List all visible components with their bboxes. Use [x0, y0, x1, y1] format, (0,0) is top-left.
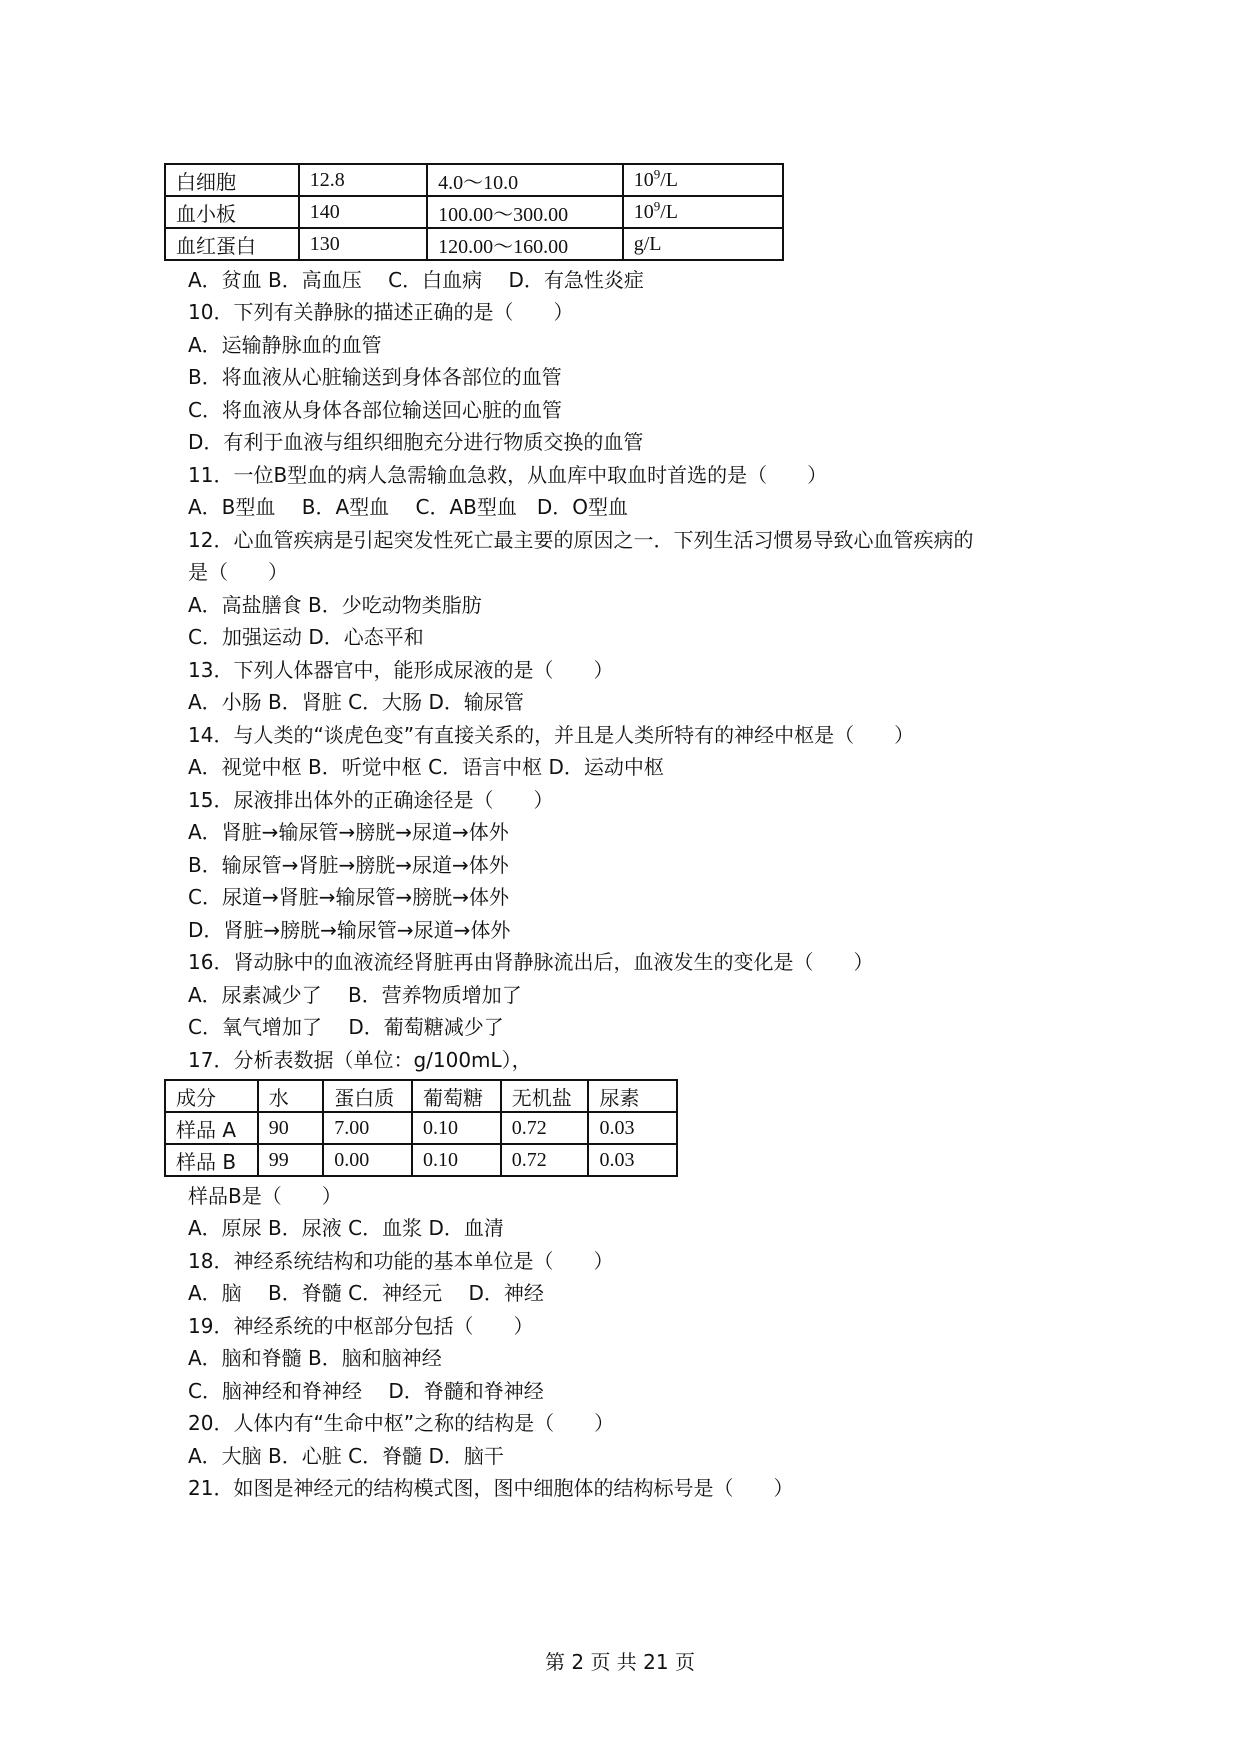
options-13: A．小肠 B．肾脏 C．大肠 D．输尿管: [188, 690, 524, 714]
options-16-cd: C．氧气增加了 D．葡萄糖减少了: [188, 1015, 504, 1039]
question-10: 10．下列有关静脉的描述正确的是（ ）: [188, 300, 574, 324]
question-17: 17．分析表数据（单位：g/100mL），: [188, 1048, 532, 1072]
cell-unit: g/L: [623, 228, 783, 260]
question-17-cont: 样品B是（ ）: [188, 1184, 342, 1208]
cell: 0.10: [412, 1144, 501, 1176]
cell-unit: $10^9/L$: [623, 196, 783, 228]
page-number-footer: 第 2 页 共 21 页: [545, 1650, 695, 1674]
cell-range: 120.00～160.00: [427, 228, 623, 260]
option-15d: D．肾脏→膀胱→输尿管→尿道→体外: [188, 918, 511, 942]
cell: 90: [258, 1112, 324, 1144]
header-cell: 无机盐: [501, 1080, 589, 1112]
cell: 样品 A: [165, 1112, 258, 1144]
answer-options-q9: A．贫血 B．高血压 C．白血病 D．有急性炎症: [188, 268, 644, 292]
cell-range: 4.0～10.0: [427, 164, 623, 196]
cell: 7.00: [323, 1112, 412, 1144]
cell-unit: $10^9/L$: [623, 164, 783, 196]
question-16: 16．肾动脉中的血液流经肾脏再由肾静脉流出后，血液发生的变化是（ ）: [188, 950, 874, 974]
cell-value: 140: [299, 196, 427, 228]
cell-name: 血红蛋白: [165, 228, 299, 260]
cell-value: 12.8: [299, 164, 427, 196]
question-12-cont: 是（ ）: [188, 560, 288, 584]
header-cell: 尿素: [588, 1080, 677, 1112]
options-12-cd: C．加强运动 D．心态平和: [188, 625, 424, 649]
question-19: 19．神经系统的中枢部分包括（ ）: [188, 1314, 534, 1338]
table-row: [165, 1144, 677, 1176]
question-18: 18．神经系统结构和功能的基本单位是（ ）: [188, 1249, 614, 1273]
header-cell: 蛋白质: [323, 1080, 412, 1112]
options-17: A．原尿 B．尿液 C．血浆 D．血清: [188, 1216, 504, 1240]
cell-value: 130: [299, 228, 427, 260]
options-19-cd: C．脑神经和脊神经 D．脊髓和脊神经: [188, 1379, 544, 1403]
cell: 0.03: [588, 1144, 677, 1176]
options-18: A．脑 B．脊髓 C．神经元 D．神经: [188, 1281, 544, 1305]
cell: 样品 B: [165, 1144, 258, 1176]
cell: 0.72: [501, 1144, 589, 1176]
table-row: [165, 1112, 677, 1144]
options-12-ab: A．高盐膳食 B．少吃动物类脂肪: [188, 593, 482, 617]
cell-name: 血小板: [165, 196, 299, 228]
cell: 0.10: [412, 1112, 501, 1144]
cell-name: 白细胞: [165, 164, 299, 196]
option-15a: A．肾脏→输尿管→膀胱→尿道→体外: [188, 820, 509, 844]
table-header-row: [165, 1080, 677, 1112]
cell: 99: [258, 1144, 324, 1176]
option-10b: B．将血液从心脏输送到身体各部位的血管: [188, 365, 562, 389]
question-11: 11．一位B型血的病人急需输血急救，从血库中取血时首选的是（ ）: [188, 463, 828, 487]
header-cell: 成分: [165, 1080, 258, 1112]
question-15: 15．尿液排出体外的正确途径是（ ）: [188, 788, 554, 812]
question-20: 20．人体内有“生命中枢”之称的结构是（ ）: [188, 1411, 615, 1435]
table-row: [165, 228, 783, 260]
options-19-ab: A．脑和脊髓 B．脑和脑神经: [188, 1346, 442, 1370]
cell: 0.72: [501, 1112, 589, 1144]
cell: 0.00: [323, 1144, 412, 1176]
header-cell: 葡萄糖: [412, 1080, 501, 1112]
table-row: [165, 164, 783, 196]
blood-test-table: [164, 163, 784, 261]
option-10a: A．运输静脉血的血管: [188, 333, 382, 357]
options-11: A．B型血 B．A型血 C．AB型血 D．O型血: [188, 495, 629, 519]
cell-range: 100.00～300.00: [427, 196, 623, 228]
options-16-ab: A．尿素减少了 B．营养物质增加了: [188, 983, 522, 1007]
cell: 0.03: [588, 1112, 677, 1144]
question-12: 12．心血管疾病是引起突发性死亡最主要的原因之一．下列生活习惯易导致心血管疾病的: [188, 528, 974, 552]
question-21: 21．如图是神经元的结构模式图，图中细胞体的结构标号是（ ）: [188, 1476, 794, 1500]
option-15b: B．输尿管→肾脏→膀胱→尿道→体外: [188, 853, 509, 877]
option-10c: C．将血液从身体各部位输送回心脏的血管: [188, 398, 562, 422]
table-row: [165, 196, 783, 228]
options-20: A．大脑 B．心脏 C．脊髓 D．脑干: [188, 1444, 504, 1468]
question-13: 13．下列人体器官中，能形成尿液的是（ ）: [188, 658, 614, 682]
header-cell: 水: [258, 1080, 324, 1112]
options-14: A．视觉中枢 B．听觉中枢 C．语言中枢 D．运动中枢: [188, 755, 664, 779]
question-14: 14．与人类的“谈虎色变”有直接关系的，并且是人类所特有的神经中枢是（ ）: [188, 723, 915, 747]
option-15c: C．尿道→肾脏→输尿管→膀胱→体外: [188, 885, 509, 909]
option-10d: D．有利于血液与组织细胞充分进行物质交换的血管: [188, 430, 644, 454]
sample-table: [164, 1079, 678, 1177]
